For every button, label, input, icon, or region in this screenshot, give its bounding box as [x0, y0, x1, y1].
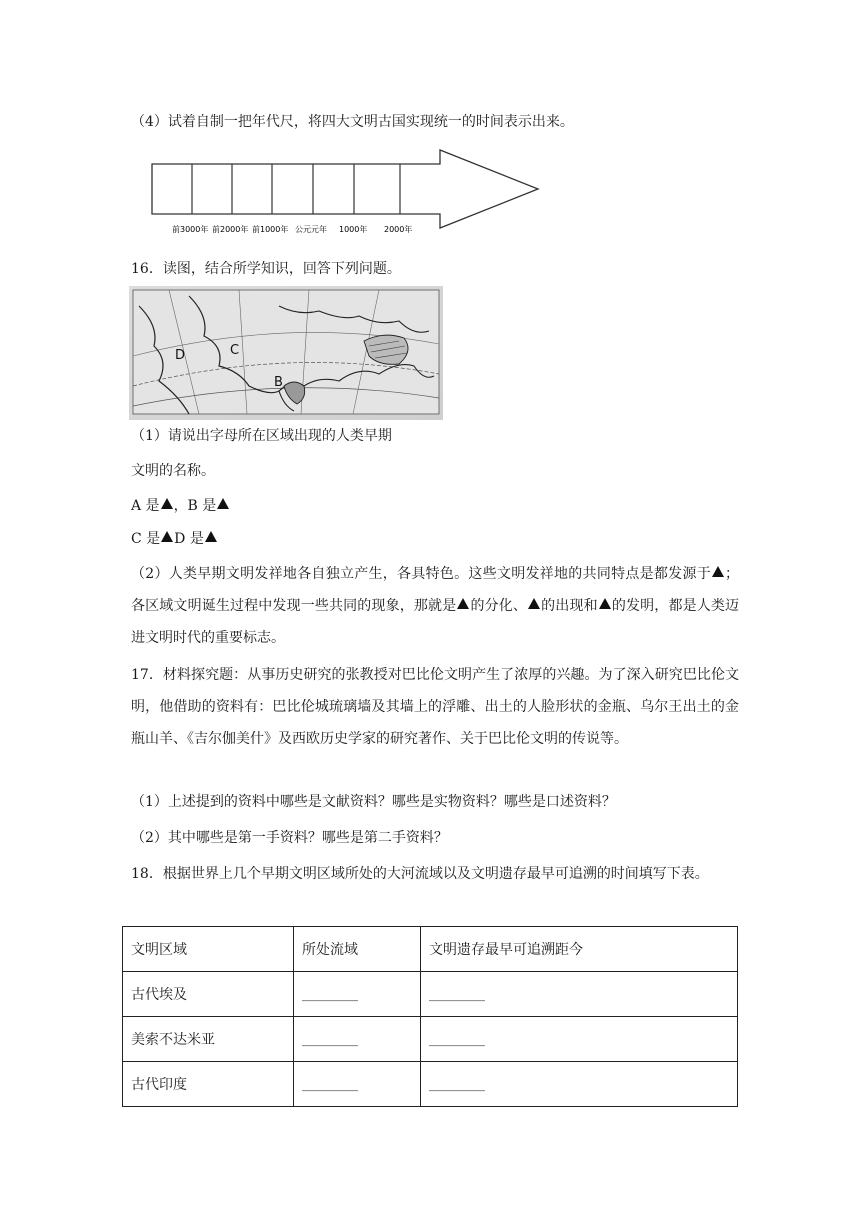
ruler-label-4: 公元元年: [295, 225, 327, 234]
q16-sub2-text: 的出现和: [541, 598, 598, 614]
cell-time[interactable]: ________: [421, 1017, 738, 1062]
answer-blank-triangle: [712, 566, 724, 577]
cell-region: 古代埃及: [123, 972, 294, 1017]
map-label-c: C: [230, 343, 240, 358]
q16-answer-cd: [131, 529, 218, 549]
table-row: [123, 1062, 738, 1107]
q15-sub4: （4）试着自制一把年代尺，将四大文明古国实现统一的时间表示出来。: [131, 114, 574, 130]
cell-time[interactable]: ________: [421, 972, 738, 1017]
table-row: [123, 1017, 738, 1062]
answer-blank-triangle: [205, 531, 217, 542]
table-row: [123, 972, 738, 1017]
q17-sub2: （2）其中哪些是第一手资料？哪些是第二手资料？: [131, 830, 448, 846]
header-region: 文明区域: [123, 927, 294, 972]
ruler-label-3: 前1000年: [252, 225, 289, 234]
answer-blank-triangle: [599, 598, 611, 609]
label-a: A 是: [131, 498, 160, 514]
answer-blank-triangle: [161, 531, 173, 542]
answer-blank-triangle: [217, 498, 229, 509]
q16-sub1-line2: 文明的名称。: [131, 463, 215, 479]
q16-sub2-text: 的发明，都是人类迈进文明时代的重要标志。: [131, 598, 740, 646]
q16-sub2-text: ；各区域文明诞生过程中发现一些共同的现象，那就是: [131, 566, 739, 614]
q18-intro: 18．根据世界上几个早期文明区域所处的大河流域以及文明遗存最早可追溯的时间填写下表。: [131, 866, 709, 882]
q17-sub1: （1）上述提到的资料中哪些是文献资料？哪些是实物资料？哪些是口述资料？: [131, 794, 616, 810]
q16-sub2-text: （2）人类早期文明发祥地各自独立产生，各具特色。这些文明发祥地的共同特点是都发源于: [131, 566, 711, 582]
label-c: C 是: [131, 531, 161, 547]
cell-basin[interactable]: ________: [294, 1017, 421, 1062]
q17-intro: 17．材料探究题：从事历史研究的张教授对巴比伦文明产生了浓厚的兴趣。为了深入研究巴比伦文明，他借助的资料有：巴比伦城琉璃墙及其墙上的浮雕、出土的人脸形状的金瓶、乌尔王出土的金瓶山羊、《吉尔伽美什》及西欧历史学家的研究著作、关于巴比伦文明的传说等。: [131, 667, 739, 747]
q16-sub2: [131, 558, 739, 654]
header-basin: 所处流域: [294, 927, 421, 972]
timeline-ruler: [150, 148, 550, 240]
ruler-label-5: 1000年: [339, 225, 368, 234]
map-label-d: D: [175, 348, 186, 363]
ruler-label-6: 2000年: [384, 225, 413, 234]
answer-blank-triangle: [161, 498, 173, 509]
q16-sub2-text: 的分化、: [470, 598, 528, 614]
answer-blank-triangle: [457, 598, 469, 609]
label-b: ，B 是: [173, 498, 217, 514]
cell-region: 古代印度: [123, 1062, 294, 1107]
ruler-label-1: 前3000年: [172, 225, 209, 234]
cell-basin[interactable]: ________: [294, 1062, 421, 1107]
cell-basin[interactable]: ________: [294, 972, 421, 1017]
ruler-label-2: 前2000年: [212, 225, 249, 234]
cell-region: 美索不达米亚: [123, 1017, 294, 1062]
answer-blank-triangle: [528, 598, 540, 609]
q16-answer-ab: [131, 496, 230, 516]
q16-sub1-line1: （1）请说出字母所在区域出现的人类早期: [131, 428, 392, 444]
cell-time[interactable]: ________: [421, 1062, 738, 1107]
ancient-civilizations-map: [129, 286, 443, 420]
q16-title: 16．读图，结合所学知识，回答下列问题。: [131, 261, 401, 277]
table-header-row: [123, 927, 738, 972]
map-label-b: B: [274, 375, 283, 390]
civilization-table: [122, 926, 738, 1107]
header-time: 文明遗存最早可追溯距今: [421, 927, 738, 972]
label-d: D 是: [174, 531, 204, 547]
